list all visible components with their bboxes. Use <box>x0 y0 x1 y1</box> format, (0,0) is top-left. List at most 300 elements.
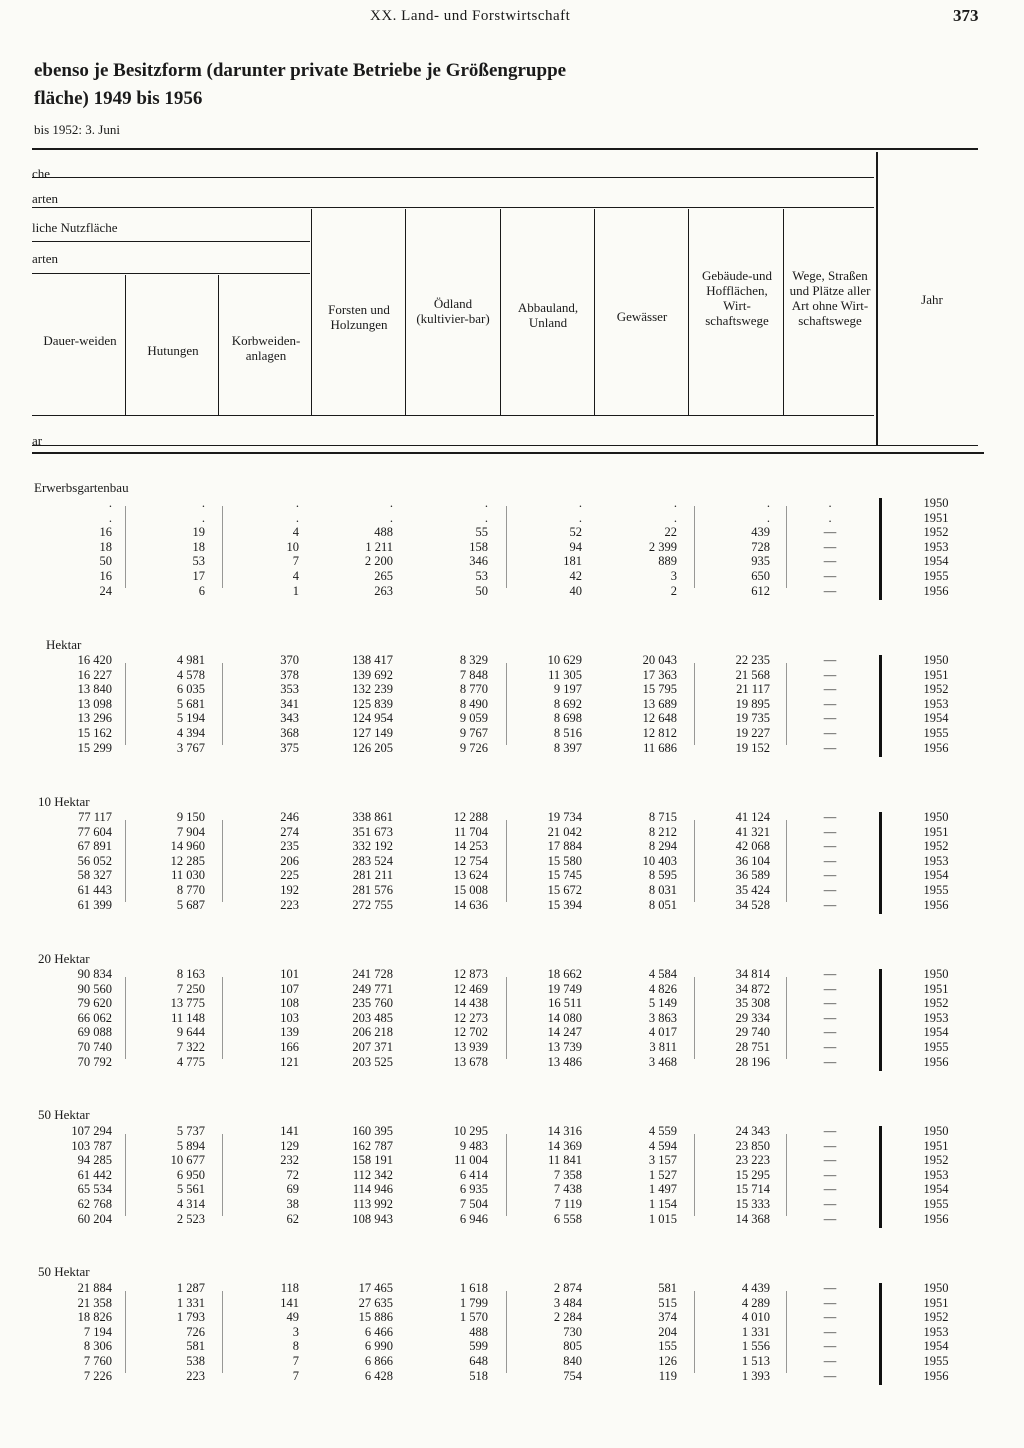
table-cell: 70 740 <box>77 1040 112 1054</box>
section-title: 50 Hektar <box>38 1264 90 1279</box>
table-cell: . <box>201 510 205 525</box>
table-cell: 38 <box>286 1197 299 1211</box>
year-cell: 1955 <box>923 883 949 897</box>
table-cell: 3 468 <box>648 1054 677 1069</box>
year-separator-bar <box>879 969 882 1071</box>
table-cell: 332 192 <box>352 839 393 854</box>
table-cell: 124 954 <box>352 711 393 726</box>
table-cell: 15 299 <box>77 740 112 755</box>
table-cell: 1 331 <box>741 1324 770 1339</box>
table-cell: 263 <box>374 583 393 598</box>
table-cell: 6 428 <box>364 1368 393 1383</box>
table-cell: 17 884 <box>547 839 582 854</box>
year-cell: 1955 <box>923 569 949 583</box>
table-cell: 7 904 <box>176 824 205 839</box>
table-cell: . <box>578 510 582 525</box>
table-cell: 2 284 <box>553 1310 582 1325</box>
table-cell: 67 891 <box>77 839 112 854</box>
table-cell: — <box>823 853 837 868</box>
table-cell: 23 223 <box>735 1153 770 1168</box>
table-cell: 15 745 <box>547 868 582 883</box>
table-cell: 13 486 <box>547 1054 582 1069</box>
header-rule-1 <box>32 177 874 178</box>
table-cell: 18 826 <box>77 1310 112 1325</box>
table-cell: 1 570 <box>459 1310 488 1325</box>
table-cell: . <box>673 510 677 525</box>
table-cell: . <box>578 496 582 510</box>
year-cell: 1954 <box>923 554 949 569</box>
col-header-forsten: Forsten und Holzungen <box>328 302 390 332</box>
table-title-line-2: fläche) 1949 bis 1956 <box>34 88 203 109</box>
column-tick <box>786 977 787 1059</box>
table-cell: 281 576 <box>352 883 393 897</box>
table-cell: — <box>823 682 837 697</box>
table-cell: 17 465 <box>358 1281 393 1295</box>
table-cell: 12 873 <box>453 967 488 981</box>
table-cell: 1 015 <box>648 1211 677 1226</box>
table-cell: 4 775 <box>176 1054 205 1069</box>
table-cell: — <box>823 1354 837 1368</box>
year-cell: 1951 <box>923 1138 949 1153</box>
year-cell: 1955 <box>923 1040 949 1054</box>
table-cell: 16 420 <box>77 653 112 667</box>
table-cell: 14 368 <box>735 1211 770 1226</box>
table-cell: 15 580 <box>547 853 582 868</box>
table-title-line-1: ebenso je Besitzform (darunter private Betriebe je Größengruppe <box>34 60 567 81</box>
table-cell: 12 702 <box>453 1025 488 1040</box>
table-cell: 118 <box>280 1281 299 1295</box>
table-cell: 13 296 <box>77 711 112 726</box>
table-cell: 206 <box>280 853 299 868</box>
table-cell: . <box>766 496 770 510</box>
table-cell: 13 689 <box>642 696 677 711</box>
table-cell: 7 504 <box>459 1197 488 1211</box>
table-cell: 14 369 <box>547 1138 582 1153</box>
table-cell: 7 358 <box>553 1167 582 1182</box>
table-cell: 1 211 <box>365 539 393 554</box>
table-cell: 112 342 <box>352 1167 393 1182</box>
table-cell: 19 152 <box>735 740 770 755</box>
table-cell: 8 692 <box>553 696 582 711</box>
year-cell: 1956 <box>923 1211 949 1226</box>
table-cell: 488 <box>469 1324 488 1339</box>
table-cell: 107 <box>280 981 299 996</box>
table-cell: 14 253 <box>453 839 488 854</box>
table-cell: 36 104 <box>735 853 770 868</box>
table-cell: 7 322 <box>176 1040 205 1054</box>
table-cell: 581 <box>658 1281 677 1295</box>
table-cell: 5 681 <box>176 696 205 711</box>
table-cell: — <box>823 525 837 540</box>
table-cell: 3 <box>670 569 677 583</box>
table-cell: 58 327 <box>77 868 112 883</box>
table-cell: 7 <box>292 1368 299 1383</box>
table-cell: 79 620 <box>77 996 112 1011</box>
table-cell: — <box>823 1124 837 1138</box>
table-cell: 7 848 <box>459 667 488 682</box>
table-cell: 40 <box>569 583 582 598</box>
table-cell: 730 <box>563 1324 582 1339</box>
table-cell: 15 008 <box>453 883 488 897</box>
table-cell: 4 <box>292 569 299 583</box>
table-cell: 19 749 <box>547 981 582 996</box>
table-cell: 22 235 <box>735 653 770 667</box>
header-bottom-rule <box>32 452 984 454</box>
table-cell: 103 <box>280 1010 299 1025</box>
table-cell: 132 239 <box>352 682 393 697</box>
year-cell: 1951 <box>923 1295 949 1310</box>
table-cell: 1 799 <box>459 1295 488 1310</box>
table-cell: 5 687 <box>176 897 205 912</box>
table-cell: 3 484 <box>553 1295 582 1310</box>
year-separator-bar <box>879 812 882 914</box>
table-cell: 1 287 <box>176 1281 205 1295</box>
col-header-gewaesser: Gewässer <box>616 309 668 324</box>
table-cell: 138 417 <box>352 653 393 667</box>
year-separator-bar <box>879 1126 882 1228</box>
header-rule-6 <box>32 445 978 446</box>
table-cell: 13 739 <box>547 1040 582 1054</box>
table-cell: 77 604 <box>77 824 112 839</box>
page-number: 373 <box>953 6 979 25</box>
col-sep <box>594 209 595 415</box>
table-cell: — <box>823 569 837 583</box>
table-cell: 9 059 <box>459 711 488 726</box>
table-cell: 4 584 <box>648 967 677 981</box>
table-cell: 21 117 <box>736 682 770 697</box>
table-cell: 108 943 <box>352 1211 393 1226</box>
table-cell: 13 678 <box>453 1054 488 1069</box>
table-cell: 12 273 <box>453 1010 488 1025</box>
table-cell: 69 088 <box>77 1025 112 1040</box>
table-cell: 9 644 <box>176 1025 205 1040</box>
running-header: XX. Land- und Forstwirtschaft <box>370 8 571 24</box>
table-cell: 61 443 <box>77 883 112 897</box>
table-cell: 103 787 <box>71 1138 112 1153</box>
table-cell: 12 288 <box>453 810 488 824</box>
table-cell: 108 <box>280 996 299 1011</box>
section-title: Erwerbsgartenbau <box>34 480 129 495</box>
table-cell: 56 052 <box>77 853 112 868</box>
year-cell: 1950 <box>923 810 949 824</box>
table-cell: 15 394 <box>547 897 582 912</box>
table-cell: . <box>389 510 393 525</box>
table-cell: 235 <box>280 839 299 854</box>
table-cell: 15 333 <box>735 1197 770 1211</box>
table-cell: 2 200 <box>364 554 393 569</box>
table-cell: 18 <box>99 539 112 554</box>
year-cell: 1950 <box>923 653 949 667</box>
table-cell: 14 247 <box>547 1025 582 1040</box>
table-cell: — <box>823 981 837 996</box>
table-cell: 21 884 <box>77 1281 112 1295</box>
table-cell: 12 469 <box>453 981 488 996</box>
table-cell: 36 589 <box>735 868 770 883</box>
table-cell: 21 358 <box>77 1295 112 1310</box>
table-cell: 13 840 <box>77 682 112 697</box>
table-cell: 13 098 <box>77 696 112 711</box>
table-cell: 53 <box>475 569 488 583</box>
table-cell: — <box>823 810 837 824</box>
table-cell: 72 <box>286 1167 299 1182</box>
table-cell: — <box>823 583 837 598</box>
section-title: 50 Hektar <box>38 1107 90 1122</box>
table-cell: 6 946 <box>459 1211 488 1226</box>
table-cell: 5 737 <box>176 1124 205 1138</box>
table-cell: 24 343 <box>735 1124 770 1138</box>
table-cell: 9 150 <box>176 810 205 824</box>
table-cell: 1 <box>292 583 299 598</box>
year-cell: 1950 <box>923 1281 949 1295</box>
header-rule-2 <box>32 207 874 208</box>
table-cell: — <box>823 1339 837 1354</box>
table-cell: 181 <box>563 554 582 569</box>
table-cell: 374 <box>658 1310 677 1325</box>
table-cell: . <box>295 510 299 525</box>
table-cell: 34 814 <box>735 967 770 981</box>
table-cell: 6 035 <box>176 682 205 697</box>
table-cell: 17 <box>192 569 205 583</box>
table-cell: 5 194 <box>176 711 205 726</box>
table-cell: — <box>823 1054 837 1069</box>
table-cell: 650 <box>751 569 770 583</box>
year-cell: 1956 <box>923 1368 949 1383</box>
table-cell: 141 <box>280 1295 299 1310</box>
table-cell: 378 <box>280 667 299 682</box>
table-cell: 10 <box>286 539 299 554</box>
table-cell: — <box>823 1324 837 1339</box>
table-cell: 235 760 <box>352 996 393 1011</box>
table-cell: 274 <box>280 824 299 839</box>
year-cell: 1951 <box>923 510 949 525</box>
table-cell: 232 <box>280 1153 299 1168</box>
table-cell: 8 294 <box>648 839 677 854</box>
table-cell: — <box>823 1281 837 1295</box>
table-cell: 155 <box>658 1339 677 1354</box>
year-cell: 1953 <box>923 1010 949 1025</box>
table-cell: 141 <box>280 1124 299 1138</box>
table-cell: — <box>823 711 837 726</box>
table-cell: — <box>823 1197 837 1211</box>
table-cell: 21 568 <box>735 667 770 682</box>
table-cell: 35 424 <box>735 883 770 897</box>
table-cell: 353 <box>280 682 299 697</box>
table-cell: — <box>823 740 837 755</box>
table-cell: 8 595 <box>648 868 677 883</box>
col-header-hutungen: Hutungen <box>147 343 199 358</box>
table-cell: — <box>823 1040 837 1054</box>
year-cell: 1952 <box>923 525 949 540</box>
table-cell: 127 149 <box>352 726 393 740</box>
table-cell: — <box>823 1182 837 1197</box>
table-cell: 341 <box>280 696 299 711</box>
table-cell: 265 <box>374 569 393 583</box>
table-cell: 15 295 <box>735 1167 770 1182</box>
table-cell: 94 <box>569 539 582 554</box>
table-cell: . <box>673 496 677 510</box>
table-cell: 4 439 <box>741 1281 770 1295</box>
table-cell: — <box>823 726 837 740</box>
table-cell: 14 080 <box>547 1010 582 1025</box>
year-cell: 1956 <box>923 1054 949 1069</box>
year-cell: 1956 <box>923 740 949 755</box>
year-cell: 1952 <box>923 996 949 1011</box>
table-cell: 16 <box>99 525 112 540</box>
table-cell: 19 227 <box>735 726 770 740</box>
table-cell: 8 490 <box>459 696 488 711</box>
table-cell: 14 316 <box>547 1124 582 1138</box>
header-row-label: arten <box>32 191 58 206</box>
table-cell: 4 594 <box>648 1138 677 1153</box>
table-cell: 5 894 <box>176 1138 205 1153</box>
table-cell: 206 218 <box>352 1025 393 1040</box>
col-sep <box>311 209 312 415</box>
section-title: 20 Hektar <box>38 951 90 966</box>
table-cell: 8 163 <box>176 967 205 981</box>
table-cell: 368 <box>280 726 299 740</box>
table-cell: 7 226 <box>83 1368 112 1383</box>
table-cell: 4 010 <box>741 1310 770 1325</box>
table-cell: 90 560 <box>77 981 112 996</box>
table-cell: 4 <box>292 525 299 540</box>
table-cell: 3 863 <box>648 1010 677 1025</box>
header-row-label: arten <box>32 251 58 266</box>
table-cell: 14 960 <box>170 839 205 854</box>
table-cell: 1 618 <box>459 1281 488 1295</box>
table-cell: 7 <box>292 1354 299 1368</box>
table-cell: 6 558 <box>553 1211 582 1226</box>
table-cell: 3 767 <box>176 740 205 755</box>
table-cell: 94 285 <box>77 1153 112 1168</box>
table-cell: 351 673 <box>352 824 393 839</box>
table-cell: 7 119 <box>554 1197 582 1211</box>
table-cell: . <box>766 510 770 525</box>
table-cell: 8 698 <box>553 711 582 726</box>
table-cell: 9 483 <box>459 1138 488 1153</box>
table-cell: 4 017 <box>648 1025 677 1040</box>
table-cell: 114 946 <box>352 1182 393 1197</box>
table-cell: — <box>823 696 837 711</box>
table-cell: 8 051 <box>648 897 677 912</box>
table-cell: 77 117 <box>78 810 112 824</box>
table-cell: . <box>828 510 832 525</box>
unit-row-label: ar <box>32 433 43 448</box>
table-cell: 6 <box>198 583 205 598</box>
table-cell: 19 735 <box>735 711 770 726</box>
table-cell: 107 294 <box>71 1124 112 1138</box>
table-cell: 166 <box>280 1040 299 1054</box>
table-cell: 16 <box>99 569 112 583</box>
table-cell: 13 624 <box>453 868 488 883</box>
col-sep <box>500 209 501 415</box>
year-cell: 1955 <box>923 726 949 740</box>
table-cell: 7 760 <box>83 1354 112 1368</box>
table-cell: 41 124 <box>735 810 770 824</box>
table-cell: 3 157 <box>648 1153 677 1168</box>
table-cell: 53 <box>192 554 205 569</box>
table-cell: . <box>484 496 488 510</box>
table-cell: . <box>295 496 299 510</box>
table-cell: 21 042 <box>547 824 582 839</box>
table-cell: 62 768 <box>77 1197 112 1211</box>
year-separator-bar <box>879 655 882 757</box>
table-cell: 754 <box>563 1368 582 1383</box>
table-cell: — <box>823 1211 837 1226</box>
table-cell: 6 466 <box>364 1324 393 1339</box>
table-cell: 126 205 <box>352 740 393 755</box>
table-cell: . <box>108 496 112 510</box>
table-cell: 101 <box>280 967 299 981</box>
table-cell: 8 <box>292 1339 299 1354</box>
table-cell: — <box>823 653 837 667</box>
table-cell: 121 <box>280 1054 299 1069</box>
table-cell: 5 149 <box>648 996 677 1011</box>
header-rule-4 <box>32 273 310 274</box>
table-cell: 192 <box>280 883 299 897</box>
table-cell: 11 686 <box>643 740 677 755</box>
table-cell: 4 826 <box>648 981 677 996</box>
table-cell: 119 <box>658 1368 677 1383</box>
table-cell: 2 399 <box>648 539 677 554</box>
table-cell: . <box>108 510 112 525</box>
table-cell: 515 <box>658 1295 677 1310</box>
year-cell: 1951 <box>923 667 949 682</box>
table-cell: — <box>823 1010 837 1025</box>
year-cell: 1951 <box>923 981 949 996</box>
table-cell: 6 414 <box>459 1167 488 1182</box>
table-cell: 11 305 <box>548 667 582 682</box>
table-cell: 7 194 <box>83 1324 112 1339</box>
table-cell: — <box>823 839 837 854</box>
table-cell: 346 <box>469 554 488 569</box>
table-cell: 581 <box>186 1339 205 1354</box>
year-cell: 1955 <box>923 1354 949 1368</box>
year-cell: 1953 <box>923 539 949 554</box>
table-cell: 50 <box>99 554 112 569</box>
table-cell: — <box>823 868 837 883</box>
table-cell: — <box>823 996 837 1011</box>
table-cell: 8 770 <box>176 883 205 897</box>
table-cell: 6 866 <box>364 1354 393 1368</box>
table-cell: 19 895 <box>735 696 770 711</box>
col-sep <box>125 275 126 415</box>
table-cell: 225 <box>280 868 299 883</box>
table-cell: 35 308 <box>735 996 770 1011</box>
table-cell: 7 438 <box>553 1182 582 1197</box>
table-cell: 60 204 <box>77 1211 112 1226</box>
year-cell: 1954 <box>923 1339 949 1354</box>
table-cell: 204 <box>658 1324 677 1339</box>
table-cell: — <box>823 1310 837 1325</box>
table-cell: . <box>484 510 488 525</box>
year-cell: 1954 <box>923 711 949 726</box>
table-cell: 6 990 <box>364 1339 393 1354</box>
table-cell: — <box>823 554 837 569</box>
table-cell: 10 403 <box>642 853 677 868</box>
header-row-label: che <box>32 166 51 181</box>
table-cell: — <box>823 539 837 554</box>
table-cell: 15 672 <box>547 883 582 897</box>
table-cell: 612 <box>751 583 770 598</box>
table-cell: 241 728 <box>352 967 393 981</box>
table-cell: 935 <box>751 554 770 569</box>
table-cell: 4 289 <box>741 1295 770 1310</box>
table-cell: 29 740 <box>735 1025 770 1040</box>
table-cell: 12 812 <box>642 726 677 740</box>
table-cell: 805 <box>563 1339 582 1354</box>
table-cell: 28 196 <box>735 1054 770 1069</box>
year-cell: 1953 <box>923 853 949 868</box>
